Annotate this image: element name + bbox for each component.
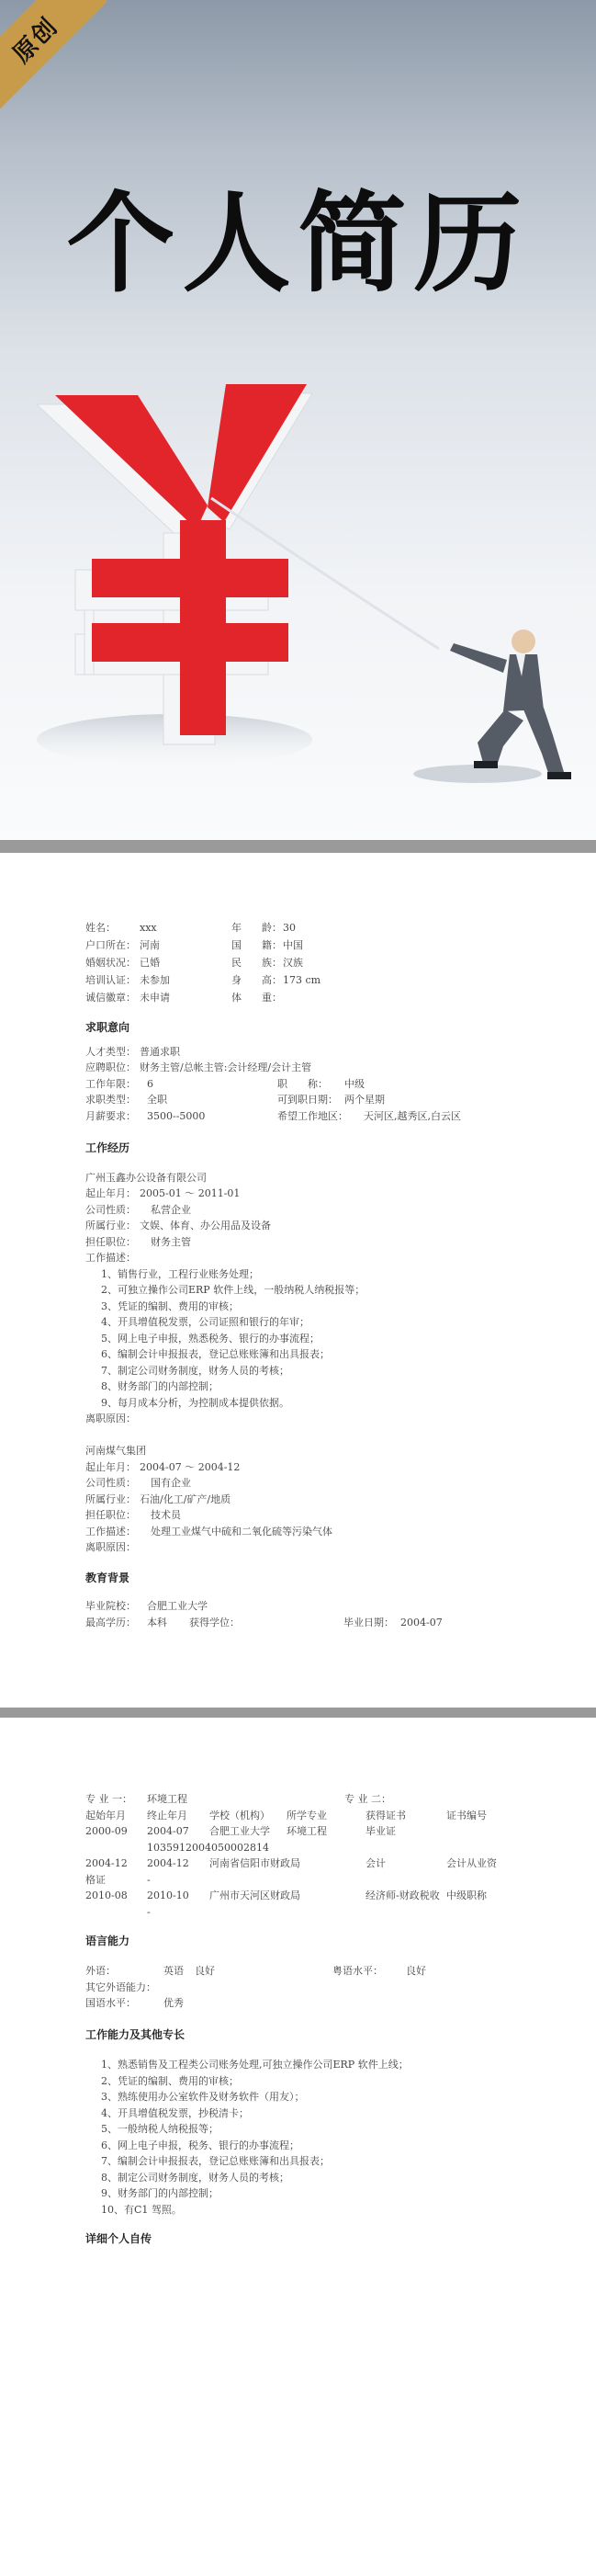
duty-item: 4、开具增值税发票，公司证照和银行的年审； (101, 1316, 309, 1328)
info-value: 173 cm (283, 974, 321, 986)
intent-label: 求职类型： (85, 1094, 136, 1106)
yuan-illustration (0, 368, 596, 840)
job-value: 国有企业 (151, 1477, 191, 1489)
company-name: 河南煤气集团 (85, 1445, 146, 1457)
table-cell: - (147, 1874, 151, 1886)
duty-item: 5、网上电子申报，熟悉税务、银行的办事流程； (101, 1333, 320, 1345)
job-label: 工作描述： (85, 1526, 136, 1538)
table-cell: 2000-09 (85, 1825, 128, 1837)
section-heading-education: 教育背景 (85, 1572, 130, 1584)
businessman (450, 630, 571, 779)
job-label: 离职原因： (85, 1413, 136, 1424)
table-cell: 毕业证 (365, 1825, 396, 1837)
table-cell: 环境工程 (287, 1825, 327, 1837)
section-heading-skills: 工作能力及其他专长 (85, 2028, 186, 2041)
cover-title: 个人简历 (66, 180, 530, 307)
table-cell: 2010-08 (85, 1889, 128, 1901)
info-label: 年 龄： (231, 922, 282, 934)
table-cell: 中级职称 (446, 1889, 487, 1901)
skill-item: 8、制定公司财务制度，财务人员的考核； (101, 2172, 289, 2184)
intent-label: 工作年限： (85, 1078, 136, 1090)
table-header: 获得证书 (365, 1810, 406, 1821)
table-header: 证书编号 (446, 1810, 487, 1821)
info-label: 民 族： (231, 957, 282, 969)
major-label: 专 业 二： (344, 1793, 391, 1805)
original-badge (0, 0, 107, 112)
table-cell: 2004-12 (85, 1857, 128, 1869)
section-heading-job-intent: 求职意向 (85, 1021, 130, 1034)
table-cell: 会计从业资 (446, 1857, 497, 1869)
edu-label: 最高学历： (85, 1617, 136, 1628)
job-value: 2005-01 ～ 2011-01 (140, 1187, 241, 1199)
info-value: 中国 (283, 939, 303, 951)
lang-value: 优秀 (163, 1997, 184, 2009)
table-cell: 2010-10 (147, 1889, 189, 1901)
table-cell: 2004-07 (147, 1825, 189, 1837)
duty-item: 6、编制会计申报报表，登记总账账簿和出具报表； (101, 1348, 330, 1360)
job-value: 私营企业 (151, 1204, 191, 1216)
major-label: 专 业 一： (85, 1793, 132, 1805)
intent-label: 应聘职位： (85, 1061, 136, 1073)
table-cell: 1035912004050002814 (147, 1842, 269, 1854)
lang-label: 粤语水平： (332, 1965, 383, 1977)
table-cell: 格证 (85, 1874, 106, 1886)
job-value: 2004-07 ～ 2004-12 (140, 1461, 241, 1473)
job-value: 文娱、体育、办公用品及设备 (140, 1220, 271, 1231)
intent-value: 6 (147, 1078, 153, 1090)
job-label: 担任职位： (85, 1509, 136, 1521)
table-cell: 2004-12 (147, 1857, 189, 1869)
job-value: 财务主管 (151, 1236, 191, 1248)
lang-label: 国语水平： (85, 1997, 136, 2009)
intent-value: 全职 (147, 1094, 167, 1106)
info-label: 姓名： (85, 922, 116, 934)
section-heading-languages: 语言能力 (85, 1935, 130, 1947)
job-value: 处理工业煤气中硫和二氧化硫等污染气体 (151, 1526, 332, 1538)
info-label: 体 重： (231, 992, 282, 1004)
skill-item: 5、一般纳税人纳税报等； (101, 2123, 219, 2135)
lang-value: 良好 (406, 1965, 426, 1977)
edu-label: 毕业日期： (343, 1617, 394, 1628)
table-header: 所学专业 (287, 1810, 327, 1821)
info-value: 未申请 (140, 992, 170, 1004)
info-label: 身 高： (231, 974, 282, 986)
skill-item: 6、网上电子申报，税务、银行的办事流程； (101, 2139, 299, 2151)
info-value: 河南 (140, 939, 160, 951)
intent-value: 天河区,越秀区,白云区 (364, 1110, 461, 1122)
info-value: 未参加 (140, 974, 170, 986)
edu-value: 合肥工业大学 (147, 1600, 208, 1612)
job-label: 起止年月： (85, 1461, 136, 1473)
job-value: 技术员 (151, 1509, 181, 1521)
info-label: 诚信徽章： (85, 992, 136, 1004)
job-value: 石油/化工/矿产/地质 (140, 1493, 231, 1505)
section-heading-autobiography: 详细个人自传 (85, 2232, 152, 2245)
lang-label: 外语： (85, 1965, 116, 1977)
edu-value: 2004-07 (400, 1617, 443, 1628)
skill-item: 9、财务部门的内部控制； (101, 2187, 219, 2199)
job-label: 公司性质： (85, 1204, 136, 1216)
intent-value: 两个星期 (344, 1094, 385, 1106)
info-label: 培训认证： (85, 974, 136, 986)
intent-label: 人才类型： (85, 1046, 136, 1058)
table-cell: 河南省信阳市财政局 (209, 1857, 300, 1869)
section-divider (0, 1708, 596, 1718)
skill-item: 4、开具增值税发票，抄税清卡； (101, 2107, 249, 2119)
skill-item: 7、编制会计申报报表，登记总账账簿和出具报表； (101, 2155, 330, 2167)
table-cell: - (147, 1906, 151, 1918)
company-name: 广州玉鑫办公设备有限公司 (85, 1172, 207, 1184)
job-label: 所属行业： (85, 1493, 136, 1505)
info-value: 汉族 (283, 957, 303, 969)
job-label: 公司性质： (85, 1477, 136, 1489)
badge-text: 原创 (7, 12, 64, 69)
lang-value: 良好 (195, 1965, 215, 1977)
table-header: 学校（机构） (209, 1810, 270, 1821)
table-cell: 会计 (365, 1857, 386, 1869)
skill-item: 1、熟悉销售及工程类公司账务处理,可独立操作公司ERP 软件上线； (101, 2059, 409, 2071)
intent-value: 财务主管/总帐主管:会计经理/会计主管 (140, 1061, 312, 1073)
cover (0, 0, 596, 840)
intent-label: 希望工作地区： (277, 1110, 348, 1122)
duty-item: 9、每月成本分析，为控制成本提供依据。 (101, 1397, 289, 1409)
info-value: xxx (140, 922, 157, 934)
info-label: 国 籍： (231, 939, 282, 951)
duty-item: 2、可独立操作公司ERP 软件上线，一般纳税人纳税报等； (101, 1284, 365, 1296)
skill-item: 10、有C1 驾照。 (101, 2204, 182, 2216)
info-value: 30 (283, 922, 296, 934)
job-label: 起止年月： (85, 1187, 136, 1199)
lang-value: 英语 (163, 1965, 184, 1977)
info-label: 婚姻状况： (85, 957, 136, 969)
job-label: 工作描述： (85, 1252, 136, 1264)
duty-item: 8、财务部门的内部控制； (101, 1380, 219, 1392)
table-header: 起始年月 (85, 1810, 126, 1821)
edu-label: 毕业院校： (85, 1600, 136, 1612)
intent-value: 3500--5000 (147, 1110, 206, 1122)
job-label: 离职原因： (85, 1541, 136, 1553)
job-label: 担任职位： (85, 1236, 136, 1248)
info-label: 户口所在： (85, 939, 136, 951)
intent-value: 普通求职 (140, 1046, 180, 1058)
intent-value: 中级 (344, 1078, 365, 1090)
duty-item: 1、销售行业，工程行业账务处理； (101, 1268, 259, 1280)
info-value: 已婚 (140, 957, 160, 969)
job-label: 所属行业： (85, 1220, 136, 1231)
intent-label: 可到职日期： (277, 1094, 338, 1106)
duty-item: 3、凭证的编制、费用的审核； (101, 1300, 239, 1312)
skill-item: 2、凭证的编制、费用的审核； (101, 2075, 239, 2087)
table-cell: 经济师-财政税收 (365, 1889, 440, 1901)
major-value: 环境工程 (147, 1793, 187, 1805)
table-header: 终止年月 (147, 1810, 187, 1821)
table-cell: 广州市天河区财政局 (209, 1889, 300, 1901)
intent-label: 职 称： (277, 1078, 328, 1090)
table-cell: 合肥工业大学 (209, 1825, 270, 1837)
section-divider (0, 840, 596, 853)
edu-label: 获得学位： (189, 1617, 240, 1628)
skill-item: 3、熟练使用办公室软件及财务软件（用友）； (101, 2091, 305, 2103)
edu-value: 本科 (147, 1617, 167, 1628)
intent-label: 月薪要求： (85, 1110, 136, 1122)
section-heading-work: 工作经历 (85, 1141, 130, 1154)
duty-item: 7、制定公司财务制度，财务人员的考核； (101, 1365, 289, 1377)
lang-label: 其它外语能力： (85, 1981, 156, 1993)
